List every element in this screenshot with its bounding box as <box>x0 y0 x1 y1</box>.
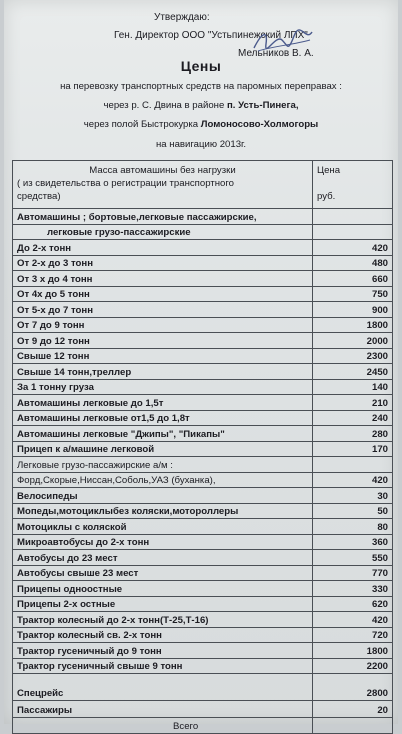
row-price: 330 <box>313 581 393 597</box>
row-price: 660 <box>313 271 393 287</box>
table-row <box>13 658 393 674</box>
row-price: 550 <box>313 550 393 566</box>
header-price-line-1: Цена <box>317 165 341 176</box>
row-price: 280 <box>313 426 393 442</box>
row-price: 2200 <box>313 658 393 674</box>
row-description: Пассажиры <box>13 701 313 718</box>
row-description: Автомашины легковые "Джипы", "Пикапы" <box>13 426 313 442</box>
table-row <box>13 581 393 597</box>
row-description: От 4х до 5 тонн <box>13 286 313 302</box>
row-price <box>313 209 393 225</box>
row-price: 1800 <box>313 643 393 659</box>
row-price: 420 <box>313 240 393 256</box>
price-table <box>12 160 393 734</box>
row-price: 2800 <box>313 674 393 701</box>
table-row <box>13 209 393 225</box>
subtitle-line-3 <box>4 118 398 131</box>
table-row <box>13 643 393 659</box>
row-description: От 9 до 12 тонн <box>13 333 313 349</box>
table-row <box>13 612 393 628</box>
table-row <box>13 534 393 550</box>
table-row <box>13 718 393 734</box>
row-description: Автомашины легковые до 1,5т <box>13 395 313 411</box>
approval-position: Ген. Директор ООО "Устьпинежский ЛПХ" <box>114 30 308 41</box>
approval-label: Утверждаю: <box>154 12 210 23</box>
row-price <box>313 718 393 734</box>
row-description: Прицепы одноостные <box>13 581 313 597</box>
table-row <box>13 674 393 701</box>
table-row <box>13 519 393 535</box>
header-mass-line-2: ( из свидетельства о регистрации транспортного <box>17 178 234 189</box>
signature-scribble <box>248 26 318 56</box>
table-row <box>13 364 393 380</box>
row-price: 620 <box>313 596 393 612</box>
row-price: 420 <box>313 612 393 628</box>
table-row <box>13 224 393 240</box>
row-description: Автобусы свыше 23 мест <box>13 565 313 581</box>
subtitle-place-2: Ломоносово-Холмогоры <box>200 119 319 130</box>
row-description: Автомашины ; бортовые,легковые пассажирские, <box>13 209 313 225</box>
row-price: 2300 <box>313 348 393 364</box>
row-price: 900 <box>313 302 393 318</box>
table-row <box>13 627 393 643</box>
row-description: За 1 тонну груза <box>13 379 313 395</box>
table-row <box>13 457 393 473</box>
row-description: От 3 х до 4 тонн <box>13 271 313 287</box>
row-price: 170 <box>313 441 393 457</box>
row-price <box>313 224 393 240</box>
table-row <box>13 333 393 349</box>
row-price: 1800 <box>313 317 393 333</box>
table-row <box>13 426 393 442</box>
header-mass-line-3: средства) <box>17 191 61 202</box>
row-price: 770 <box>313 565 393 581</box>
header-mass-cell <box>13 161 313 209</box>
row-description: Всего <box>13 718 313 734</box>
table-row <box>13 348 393 364</box>
row-description: Трактор гусеничный до 9 тонн <box>13 643 313 659</box>
row-description: Велосипеды <box>13 488 313 504</box>
row-description: От 5-х до 7 тонн <box>13 302 313 318</box>
subtitle-place-1: п. Усть-Пинега, <box>226 100 299 111</box>
row-price: 480 <box>313 255 393 271</box>
row-description: Автомашины легковые от1,5 до 1,8т <box>13 410 313 426</box>
table-row <box>13 286 393 302</box>
table-header-row <box>13 161 393 209</box>
row-description: Трактор колесный св. 2-х тонн <box>13 627 313 643</box>
table-row <box>13 596 393 612</box>
table-row <box>13 271 393 287</box>
table-row <box>13 701 393 718</box>
table-row <box>13 472 393 488</box>
row-price: 360 <box>313 534 393 550</box>
table-row <box>13 488 393 504</box>
table-row <box>13 240 393 256</box>
row-description: Прицепы 2-х остные <box>13 596 313 612</box>
table-row <box>13 255 393 271</box>
row-price: 420 <box>313 472 393 488</box>
header-price-line-2: руб. <box>317 191 336 202</box>
table-row <box>13 379 393 395</box>
row-price <box>313 457 393 473</box>
row-description: Свыше 12 тонн <box>13 348 313 364</box>
table-row <box>13 550 393 566</box>
row-price: 240 <box>313 410 393 426</box>
table-row <box>13 565 393 581</box>
row-price: 2450 <box>313 364 393 380</box>
row-price: 30 <box>313 488 393 504</box>
row-description: Микроавтобусы до 2-х тонн <box>13 534 313 550</box>
row-description: Спецрейс <box>13 674 313 701</box>
table-row <box>13 317 393 333</box>
header-price-cell <box>313 161 393 209</box>
row-price: 210 <box>313 395 393 411</box>
header-mass-line-1: Масса автомашины без нагрузки <box>89 165 236 176</box>
row-description: Трактор гусеничный свыше 9 тонн <box>13 658 313 674</box>
row-price: 140 <box>313 379 393 395</box>
subtitle-river: через р. С. Двина в районе <box>103 100 227 111</box>
row-description: Легковые грузо-пассажирские а/м : <box>13 457 313 473</box>
row-description: Прицеп к а/машине легковой <box>13 441 313 457</box>
row-price: 750 <box>313 286 393 302</box>
row-description: Трактор колесный до 2-х тонн(Т-25,Т-16) <box>13 612 313 628</box>
table-row <box>13 441 393 457</box>
document-title: Цены <box>180 58 222 74</box>
row-description: От 2-х до 3 тонн <box>13 255 313 271</box>
table-row <box>13 395 393 411</box>
subtitle-line-4: на навигацию 2013г. <box>155 139 247 150</box>
row-price: 20 <box>313 701 393 718</box>
row-description: Автобусы до 23 мест <box>13 550 313 566</box>
row-description: От 7 до 9 тонн <box>13 317 313 333</box>
row-description: Мопеды,мотоциклыбез коляски,мотороллеры <box>13 503 313 519</box>
row-price: 80 <box>313 519 393 535</box>
subtitle-line-2 <box>4 99 398 112</box>
approval-name: Мельников В. А. <box>238 48 314 59</box>
row-description: Свыше 14 тонн,треллер <box>13 364 313 380</box>
subtitle-line-1: на перевозку транспортных средств на паромных переправах : <box>60 81 342 92</box>
row-description: легковые грузо-пассажирские <box>13 224 313 240</box>
subtitle-channel: через полой Быстрокурка <box>83 119 201 130</box>
table-row <box>13 302 393 318</box>
row-description: До 2-х тонн <box>13 240 313 256</box>
row-description: Мотоциклы с коляской <box>13 519 313 535</box>
row-description: Форд,Скорые,Ниссан,Соболь,УАЗ (буханка), <box>13 472 313 488</box>
row-price: 50 <box>313 503 393 519</box>
row-price: 2000 <box>313 333 393 349</box>
table-row <box>13 410 393 426</box>
row-price: 720 <box>313 627 393 643</box>
price-notice-sheet <box>4 0 398 732</box>
table-row <box>13 503 393 519</box>
